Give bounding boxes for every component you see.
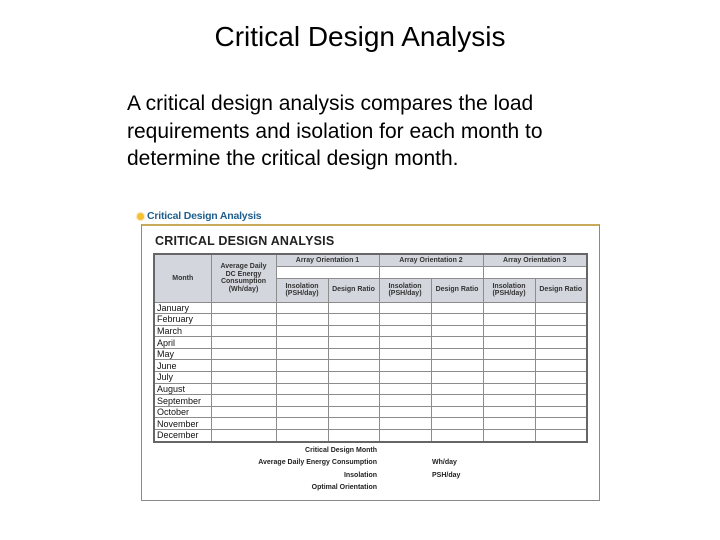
table-row: [154, 314, 587, 326]
month-cell: August: [154, 383, 211, 395]
month-cell: November: [154, 418, 211, 430]
table-row: [154, 325, 587, 337]
month-cell: February: [154, 314, 211, 326]
month-cell: January: [154, 302, 211, 314]
panel-title: CRITICAL DESIGN ANALYSIS: [155, 234, 335, 248]
header-orientation-1: Array Orientation 1: [276, 254, 379, 266]
orientation-3-value: [483, 266, 587, 278]
summary-section: [200, 447, 560, 496]
month-cell: July: [154, 372, 211, 384]
header-insolation-1: Insolation (PSH/day): [276, 278, 328, 302]
sun-icon: [137, 213, 144, 220]
table-row: [154, 360, 587, 372]
month-cell: December: [154, 430, 211, 442]
header-insolation-2: Insolation (PSH/day): [379, 278, 431, 302]
header-design-ratio-2: Design Ratio: [431, 278, 483, 302]
summary-unit: PSH/day: [432, 471, 461, 479]
summary-label: Average Daily Energy Consumption: [258, 459, 377, 467]
figure-label: [137, 210, 261, 222]
month-cell: April: [154, 337, 211, 349]
table-row: [154, 348, 587, 360]
summary-label: Critical Design Month: [305, 447, 377, 454]
summary-unit: Wh/day: [432, 459, 457, 467]
table-row: [154, 418, 587, 430]
month-cell: May: [154, 348, 211, 360]
summary-label: Optimal Orientation: [311, 483, 377, 491]
table-row: [154, 406, 587, 418]
header-design-ratio-3: Design Ratio: [535, 278, 587, 302]
month-cell: September: [154, 395, 211, 407]
month-cell: June: [154, 360, 211, 372]
month-cell: October: [154, 406, 211, 418]
header-month: Month: [154, 254, 211, 302]
table-row: [154, 430, 587, 442]
header-orientation-3: Array Orientation 3: [483, 254, 587, 266]
summary-label: Insolation: [343, 471, 377, 479]
table-row: [154, 395, 587, 407]
slide-body-text: A critical design analysis compares the load requirements and isolation for each month to determine the critical design month.: [127, 92, 543, 170]
summary-row-insolation: [200, 472, 560, 484]
summary-row-critical-month: [200, 447, 560, 459]
critical-design-table: [153, 253, 588, 443]
table-row: [154, 337, 587, 349]
header-insolation-3: Insolation (PSH/day): [483, 278, 535, 302]
figure-label-text: Critical Design Analysis: [147, 210, 262, 222]
orientation-2-value: [379, 266, 483, 278]
summary-row-consumption: [200, 459, 560, 471]
header-consumption: Average Daily DC Energy Consumption (Wh/day): [211, 254, 276, 302]
table-row: [154, 302, 587, 314]
month-cell: March: [154, 325, 211, 337]
orientation-1-value: [276, 266, 379, 278]
header-design-ratio-1: Design Ratio: [328, 278, 379, 302]
summary-row-orientation: [200, 484, 560, 496]
header-orientation-2: Array Orientation 2: [379, 254, 483, 266]
table-row: [154, 372, 587, 384]
slide-title: Critical Design Analysis: [214, 21, 506, 52]
table-row: [154, 383, 587, 395]
